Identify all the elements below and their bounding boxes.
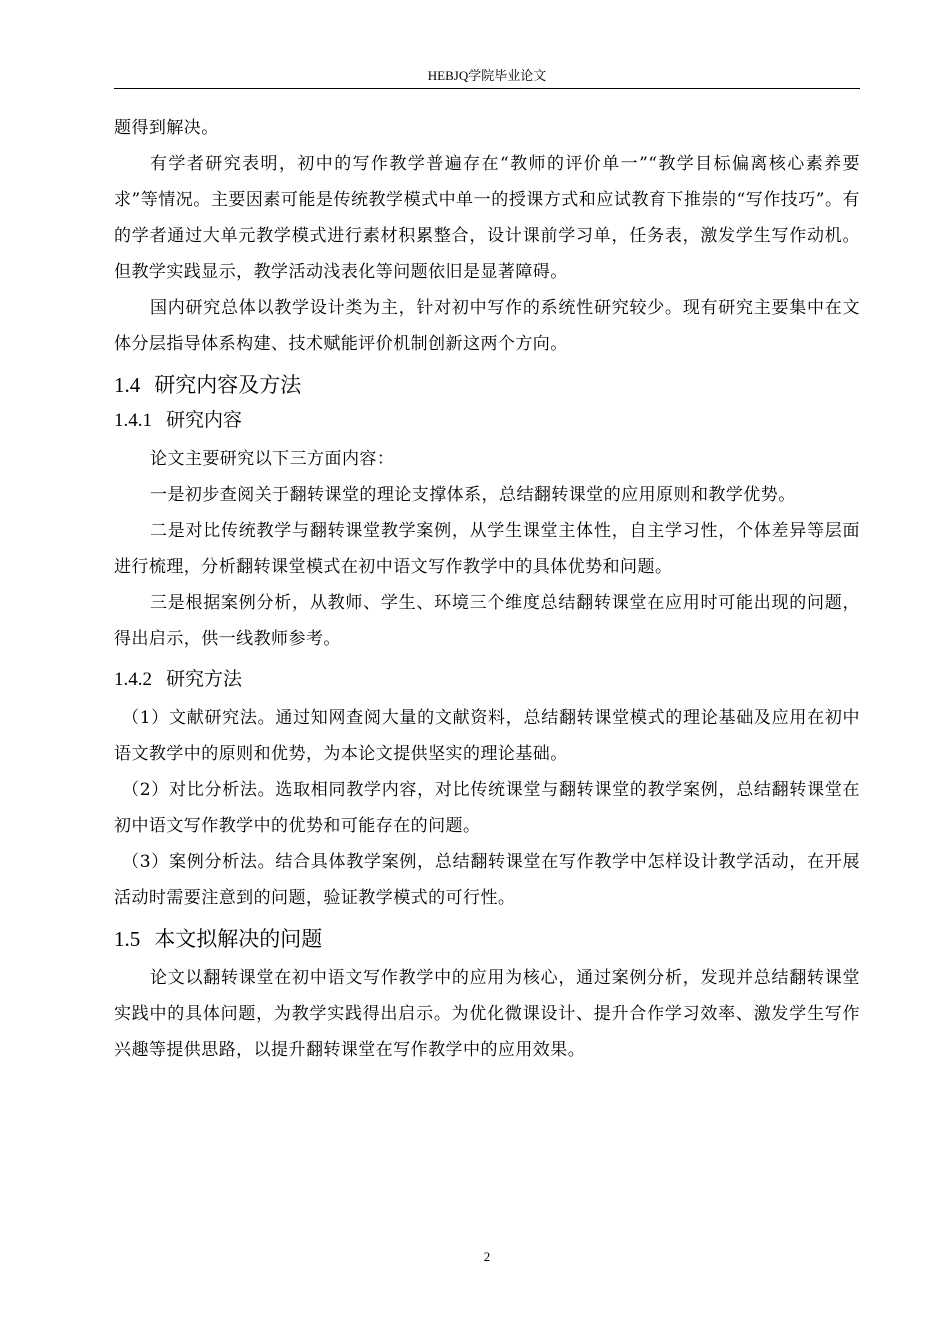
paragraph: 国内研究总体以教学设计类为主，针对初中写作的系统性研究较少。现有研究主要集中在文体分层指导体系构建、技术赋能评价机制创新这两个方向。 [114, 298, 860, 354]
section-heading-1-4-1 [114, 408, 860, 433]
list-item: 三是根据案例分析，从教师、学生、环境三个维度总结翻转课堂在应用时可能出现的问题，得出启示，供一线教师参考。 [114, 593, 860, 649]
section-title: 研究内容及方法 [154, 373, 302, 397]
list-item: （1）文献研究法。通过知网查阅大量的文献资料，总结翻转课堂模式的理论基础及应用在初中语文教学中的原则和优势，为本论文提供坚实的理论基础。 [114, 708, 860, 764]
section-number: 1.5 [114, 927, 141, 951]
section-title: 研究方法 [166, 668, 243, 690]
page-body [114, 110, 860, 1068]
paragraph: 有学者研究表明，初中的写作教学普遍存在“教师的评价单一”“教学目标偏离核心素养要求”等情况。主要因素可能是传统教学模式中单一的授课方式和应试教育下推崇的“写作技巧”。有的学者通过大单元教学模式进行素材积累整合，设计课前学习单，任务表，激发学生写作动机。但教学实践显示，教学活动浅表化等问题依旧是显著障碍。 [114, 154, 860, 282]
page-number: 2 [483, 1249, 491, 1264]
list-item: （3）案例分析法。结合具体教学案例，总结翻转课堂在写作教学中怎样设计教学活动，在开展活动时需要注意到的问题，验证教学模式的可行性。 [114, 852, 860, 908]
paragraph: 论文主要研究以下三方面内容： [150, 449, 395, 469]
header-rule [114, 88, 860, 89]
section-heading-1-4-2 [114, 667, 860, 692]
section-heading-1-5 [114, 926, 860, 952]
list-item: （2）对比分析法。选取相同教学内容，对比传统课堂与翻转课堂的教学案例，总结翻转课堂在初中语文写作教学中的优势和可能存在的问题。 [114, 780, 860, 836]
section-title: 研究内容 [166, 409, 243, 431]
paragraph-continuation: 题得到解决。 [114, 118, 219, 138]
paragraph: 论文以翻转课堂在初中语文写作教学中的应用为核心，通过案例分析，发现并总结翻转课堂实践中的具体问题，为教学实践得出启示。为优化微课设计、提升合作学习效率、激发学生写作兴趣等提供思路，以提升翻转课堂在写作教学中的应用效果。 [114, 968, 860, 1060]
section-number: 1.4.1 [114, 410, 152, 431]
list-item: 一是初步查阅关于翻转课堂的理论支撑体系，总结翻转课堂的应用原则和教学优势。 [150, 485, 796, 505]
section-heading-1-4 [114, 372, 860, 398]
section-number: 1.4.2 [114, 669, 152, 690]
section-title: 本文拟解决的问题 [154, 927, 323, 951]
list-item: 二是对比传统教学与翻转课堂教学案例，从学生课堂主体性，自主学习性，个体差异等层面进行梳理，分析翻转课堂模式在初中语文写作教学中的具体优势和问题。 [114, 521, 860, 577]
page-header: HEBJQ学院毕业论文 [427, 68, 547, 83]
section-number: 1.4 [114, 373, 141, 397]
